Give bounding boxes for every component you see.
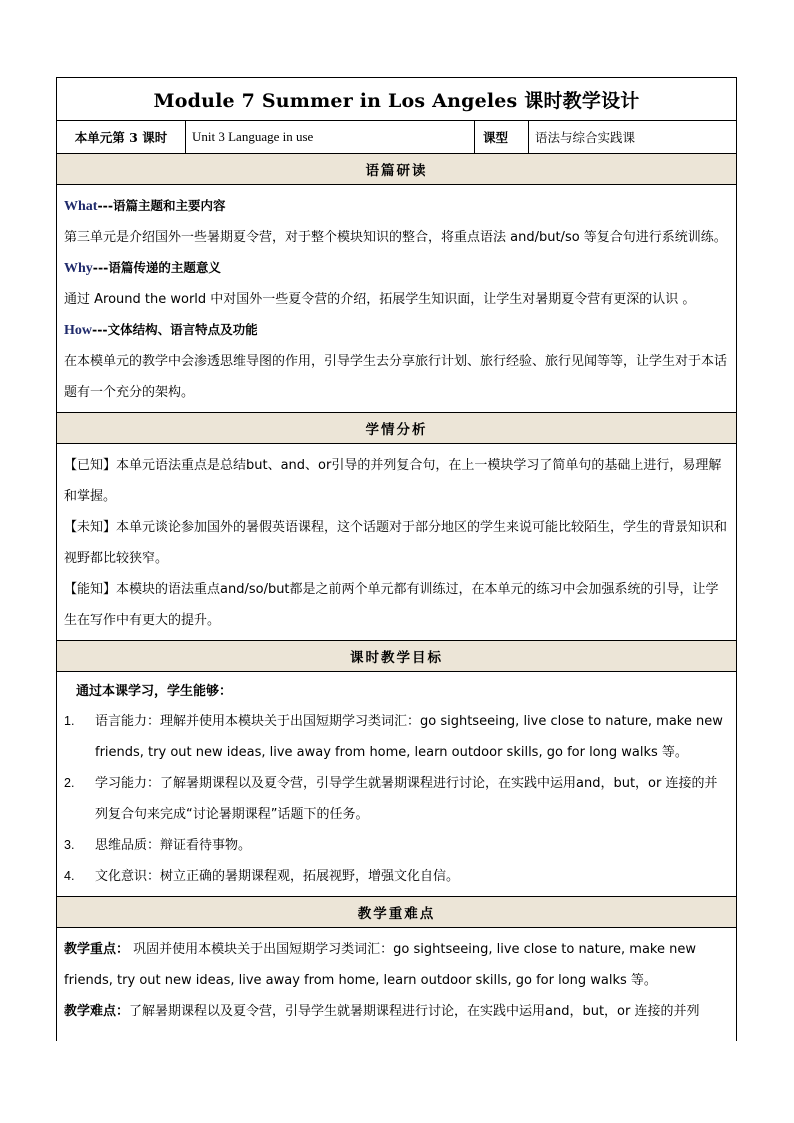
section-header-analysis: 学情分析: [57, 413, 736, 444]
section-header-goals: 课时教学目标: [57, 641, 736, 672]
section-header-reading: 语篇研读: [57, 154, 736, 185]
how-heading: [64, 315, 729, 346]
goal-text: 文化意识：树立正确的暑期课程观，拓展视野，增强文化自信。: [95, 869, 460, 884]
goals-intro: 通过本课学习，学生能够：: [76, 684, 233, 699]
document-title: Module 7 Summer in Los Angeles 课时教学设计: [57, 78, 736, 121]
unit-title: Unit 3 Language in use: [186, 121, 475, 153]
what-subtitle: ---语篇主题和主要内容: [97, 198, 226, 213]
keypoints-block: [57, 928, 736, 1031]
key-point-text: 巩固并使用本模块关于出国短期学习类词汇：go sightseeing, live close to nature, make new friends, try out new ideas, live away from home, learn outdoor skills, go for long walks 等。: [64, 942, 697, 988]
key-point-label: 教学重点：: [64, 942, 130, 957]
difficult-point-label: 教学难点：: [64, 1004, 130, 1019]
goals-block: [57, 672, 736, 897]
why-text: 通过 Around the world 中对国外一些夏令营的介绍，拓展学生知识面，让学生对暑期夏令营有更深的认识 。: [64, 292, 696, 307]
what-heading: [64, 191, 729, 222]
lesson-number-label: 本单元第 3 课时: [57, 121, 186, 153]
difficult-point-text: 了解暑期课程以及夏令营，引导学生就暑期课程进行讨论，在实践中运用and，but，or 连接的并列: [129, 1004, 700, 1019]
goal-text: 语言能力：理解并使用本模块关于出国短期学习类词汇：go sightseeing, live close to nature, make new friends, try out new ideas, live away from home, learn outdoor skills, go for long walks 等。: [95, 714, 723, 760]
goal-item: [64, 706, 729, 768]
what-text: 第三单元是介绍国外一些暑期夏令营，对于整个模块知识的整合，将重点语法 and/but/so 等复合句进行系统训练。: [64, 230, 727, 245]
key-point: [64, 934, 729, 996]
how-subtitle: ---文体结构、语言特点及功能: [92, 322, 258, 337]
goal-item: [64, 768, 729, 830]
section-header-keypoints: 教学重难点: [57, 897, 736, 928]
goal-number: 1.: [64, 714, 75, 728]
lesson-type-value: 语法与综合实践课: [535, 130, 636, 145]
analysis-block: [57, 444, 736, 641]
what-keyword: What: [64, 199, 98, 214]
lesson-type-label: 课型: [475, 121, 529, 153]
goal-text: 思维品质：辩证看待事物。: [95, 838, 252, 853]
how-keyword: How: [64, 323, 92, 338]
goal-text: 学习能力：了解暑期课程以及夏令营，引导学生就暑期课程进行讨论，在实践中运用and，but，or 连接的并列复合句来完成“讨论暑期课程”话题下的任务。: [95, 776, 718, 822]
difficult-point: [64, 996, 729, 1027]
how-text: 在本模单元的教学中会渗透思维导图的作用，引导学生去分享旅行计划、旅行经验、旅行见闻等等，让学生对于本话题有一个充分的架构。: [64, 354, 728, 400]
goal-number: 4.: [64, 869, 75, 883]
goal-number: 3.: [64, 838, 75, 852]
analysis-unknown: 【未知】本单元谈论参加国外的暑假英语课程，这个话题对于部分地区的学生来说可能比较陌生，学生的背景知识和视野都比较狭窄。: [64, 520, 728, 566]
why-heading: [64, 253, 729, 284]
reading-block: [57, 185, 736, 413]
goal-item: [64, 830, 729, 861]
lesson-plan-table: [56, 77, 737, 1041]
goal-item: [64, 861, 729, 892]
why-subtitle: ---语篇传递的主题意义: [92, 260, 221, 275]
meta-row: [57, 121, 736, 154]
analysis-able: 【能知】本模块的语法重点and/so/but都是之前两个单元都有训练过，在本单元的练习中会加强系统的引导，让学生在写作中有更大的提升。: [64, 582, 719, 628]
analysis-known: 【已知】本单元语法重点是总结but、and、or引导的并列复合句，在上一模块学习了简单句的基础上进行，易理解和掌握。: [64, 458, 722, 504]
goal-number: 2.: [64, 776, 75, 790]
why-keyword: Why: [64, 261, 93, 276]
